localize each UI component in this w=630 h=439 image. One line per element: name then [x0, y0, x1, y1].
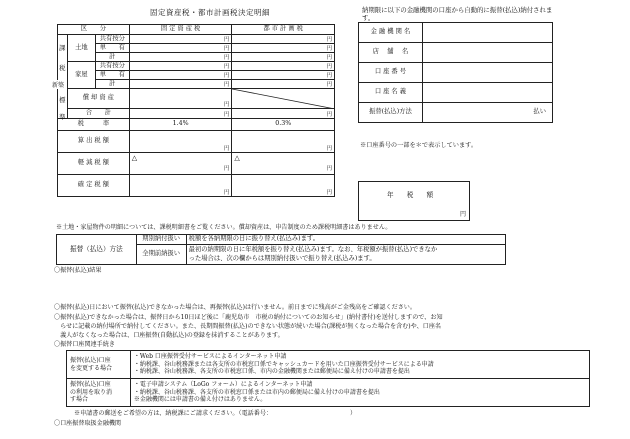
diagonal-line — [232, 89, 334, 109]
row-label-gokei: 合 計 — [67, 109, 129, 119]
side-label-shinki: 新築 — [52, 82, 65, 89]
yen-unit: 円 — [129, 62, 232, 71]
annual-tax-label: 年 税 額 — [387, 191, 434, 199]
breakdown-note: ※土地・家屋物件の明細については、課税明細書をご覧ください。償却資産は、申告制度のため課税明細書はありません。 — [56, 224, 392, 231]
bank-method-value: 払い — [422, 103, 552, 123]
procedure-table — [66, 350, 590, 407]
row-label-sanshutsu: 算 出 税 額 — [58, 131, 130, 153]
bank-method-label: 振替(払込)方法 — [359, 103, 423, 123]
bank-field-label: 金 融 機 関 名 — [359, 23, 423, 43]
mail-note-close: ） — [350, 410, 357, 417]
yen-unit: 円 — [232, 71, 335, 80]
col-header-toshi: 都 市 計 画 税 — [232, 25, 335, 35]
procedure-lines-change — [130, 351, 589, 379]
row-label-kyoyu: 共有按分 — [95, 62, 129, 71]
row-label-keigen: 軽 減 税 額 — [58, 153, 130, 175]
bank-field-label: 店 舗 名 — [359, 43, 423, 63]
side-label-jun: 準 — [59, 113, 66, 121]
rate-toshi: 0.3% — [232, 119, 335, 131]
zenki-text — [186, 245, 505, 265]
procedure-label-change: 振替(払込)口座 を変更する場合 — [67, 351, 131, 379]
procedure-line: ・Web 口座振替受付サービスによるインターネット申請 — [133, 353, 287, 361]
row-label-kei: 計 — [95, 53, 129, 62]
bank-note: ※口座番号の一部を＊で表示しています。 — [360, 142, 478, 149]
row-label-kyoyu: 共有按分 — [95, 35, 129, 44]
row-label-kei: 計 — [95, 80, 129, 89]
procedure-line: ・納税課、谷山税務課、各支所の市税窓口係、市内の金融機関または郵便局に備え付けの申請書を提出 — [133, 368, 410, 376]
bank-field-value — [422, 83, 552, 103]
yen-unit: 円 — [129, 80, 232, 89]
diagonal-cell — [232, 89, 335, 109]
yen-unit: 円 — [232, 35, 335, 44]
yen-unit: 円 — [232, 131, 335, 153]
triangle-mark: △ — [234, 154, 240, 162]
bank-field-value — [422, 23, 552, 43]
yen-unit: 円 — [232, 175, 335, 197]
yen-unit: 円 — [232, 62, 335, 71]
page-title: 固定資産税・都市計画税決定明細 — [150, 8, 270, 17]
para-1: 〇振替(払込)日において振替(払込)できなかった場合は、再振替(払込)は行いません。前日までに残高がご金残高をご確認ください。 — [54, 304, 416, 311]
procedure-lines-cancel — [130, 379, 589, 407]
yen-unit: 円 — [232, 109, 335, 119]
side-label-kazei: 課 — [59, 44, 66, 52]
bank-table — [358, 22, 553, 123]
para-2c: 義人がなくなった場合は、口座振替(自動払込)の登録を抹消することがあります。 — [54, 332, 284, 339]
side-label-zei: 税 — [59, 64, 66, 72]
row-label-tandoku: 単 有 — [95, 44, 129, 53]
yen-unit: 円 — [129, 71, 232, 80]
col-header-kotei: 固 定 資 産 税 — [129, 25, 232, 35]
mail-note: ※申請書の郵送をご希望の方は、納税課にご請求ください。（電話番号： — [74, 410, 273, 417]
ki-text: 税額を各納期限の日に振り替え(払込み)ます。 — [186, 235, 505, 245]
method-table — [56, 234, 506, 265]
tax-table — [57, 24, 335, 197]
keigen-kotei — [129, 153, 232, 175]
yen-unit: 円 — [129, 44, 232, 53]
yen-unit: 円 — [326, 165, 332, 172]
bank-field-label: 口 座 名 義 — [359, 83, 423, 103]
yen-unit: 円 — [223, 165, 230, 172]
yen-unit: 円 — [232, 44, 335, 53]
row-label-kaoku: 家屋 — [67, 62, 95, 89]
result-heading: 〇振替(払込)結果 — [54, 267, 102, 274]
bank-field-value — [422, 63, 552, 83]
zenki-label: 全期前納扱い — [136, 245, 186, 265]
triangle-mark: △ — [131, 154, 138, 162]
yen-unit: 円 — [129, 89, 232, 109]
para-3: 〇振替口座関連手続き — [54, 341, 115, 348]
procedure-line: ・納税課、谷山税務課または各支所の市税窓口係でキャッシュカードを用いた口座振替受付サービスによる申請 — [133, 360, 434, 368]
yen-unit: 円 — [232, 53, 335, 62]
row-label-tochi: 土地 — [67, 35, 95, 62]
row-label-tandoku: 単 有 — [95, 71, 129, 80]
ki-label: 期別納付扱い — [136, 235, 186, 245]
annual-tax-unit: 円 — [459, 211, 466, 218]
procedure-line: ・電子申請システム（LoGo フォーム）によるインターネット申請 — [133, 381, 313, 389]
yen-unit: 円 — [232, 80, 335, 89]
row-label-shokyaku: 償 却 資 産 — [67, 89, 129, 109]
keigen-toshi — [232, 153, 335, 175]
para-2a: 〇振替(払込)できなかった場合は、振替日から10日ほど後に「鹿児島市 市税の納付についてのお知らせ」(納付書付)を送付しますので、お知 — [54, 314, 443, 321]
procedure-label-cancel: 振替(払込)口座 の利用を取り消 す場合 — [67, 379, 131, 407]
side-label-hyo: 標 — [59, 96, 66, 104]
yen-unit: 円 — [129, 53, 232, 62]
bank-field-value — [422, 43, 552, 63]
row-label-zeiritsu: 税 率 — [58, 119, 130, 131]
zenki-text-line: った場合は、次の欄からは期別納付扱いで振り替え(払込み)ます。 — [188, 254, 376, 262]
yen-unit: 円 — [129, 35, 232, 44]
rate-kotei: 1.4% — [129, 119, 232, 131]
annual-tax-box — [358, 181, 470, 221]
para-2b: らせに記載の納付場所で納付してください。また、長期間振替(払込)のできない状態が続いた場合(課税が無くなった場合を含む)や、口座名 — [54, 323, 442, 330]
yen-unit: 円 — [129, 175, 232, 197]
yen-unit: 円 — [129, 131, 232, 153]
col-header-kubun: 区 分 — [58, 25, 130, 35]
procedure-line: ※金融機関には申請書の備え付けはありません。 — [133, 396, 267, 404]
row-label-kakutei: 確 定 税 額 — [58, 175, 130, 197]
zenki-text-line: 最初の納期限の日に年税額を振り替え(払込み)ます。なお、年税額が振替(払込)できなか — [188, 245, 438, 253]
bank-intro: 納期限に以下の金融機関の口座から自動的に振替(払込)納付されます。 — [362, 6, 553, 22]
bank-field-label: 口 座 番 号 — [359, 63, 423, 83]
yen-unit: 円 — [129, 109, 232, 119]
footer-heading: 〇口座振替取扱金融機関 — [54, 420, 122, 427]
procedure-line: ・納税課、谷山税務課、各支所の市税窓口係または市内の郵便局に備え付けの申請書を提出 — [133, 388, 380, 396]
method-label: 振替（払込）方法 — [57, 235, 137, 265]
